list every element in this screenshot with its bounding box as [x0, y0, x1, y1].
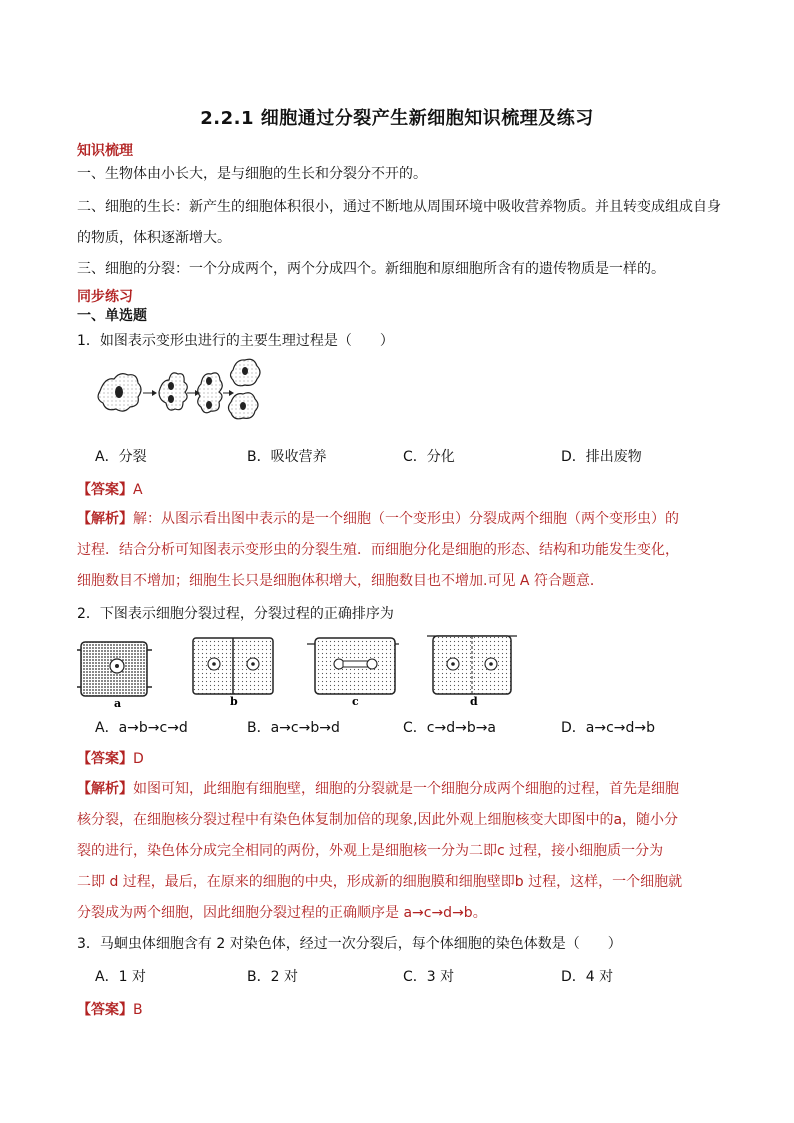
option-c[interactable]: C．c→d→b→a: [403, 720, 497, 736]
section-heading-practice: 同步练习: [77, 289, 133, 305]
explanation-line: 核分裂，在细胞核分裂过程中有染色体复制加倍的现象,因此外观上细胞核变大即图中的a，随小分: [77, 812, 679, 828]
option-d[interactable]: D．排出废物: [561, 449, 642, 465]
option-a[interactable]: A．a→b→c→d: [95, 720, 188, 736]
knowledge-point-1: 一、生物体由小长大，是与细胞的生长和分裂分不开的。: [77, 166, 427, 182]
explanation-line: 细胞数目不增加；细胞生长只是细胞体积增大，细胞数目也不增加.可见 A 符合题意．: [77, 573, 604, 589]
explanation-tag: 【解析】: [77, 511, 133, 527]
question-2-stem: 2．下图表示细胞分裂过程，分裂过程的正确排序为: [77, 606, 394, 622]
amoeba-division-figure: [95, 356, 265, 428]
option-b[interactable]: B．吸收营养: [247, 449, 327, 465]
option-a[interactable]: A．分裂: [95, 449, 147, 465]
question-1-answer: [77, 479, 143, 499]
answer-tag: 【答案】: [77, 751, 133, 767]
question-3-stem: 3．马蛔虫体细胞含有 2 对染色体，经过一次分裂后，每个体细胞的染色体数是（ ）: [77, 936, 622, 952]
option-c[interactable]: C．3 对: [403, 969, 455, 985]
question-3-answer: [77, 999, 143, 1019]
cell-division-figure: [77, 632, 517, 710]
knowledge-point-2-line2: 的物质，体积逐渐增大。: [77, 230, 231, 246]
knowledge-point-3: 三、细胞的分裂：一个分成两个，两个分成四个。新细胞和原细胞所含有的遗传物质是一样的。: [77, 261, 665, 277]
answer-value: A: [133, 482, 143, 498]
explanation-line: 如图可知，此细胞有细胞壁，细胞的分裂就是一个细胞分成两个细胞的过程，首先是细胞: [133, 781, 679, 797]
question-2-answer: [77, 748, 144, 768]
answer-value: D: [133, 751, 144, 767]
option-d[interactable]: D．4 对: [561, 969, 614, 985]
explanation-line: 分裂成为两个细胞，因此细胞分裂过程的正确顺序是 a→c→d→b。: [77, 905, 487, 921]
explanation-line: 过程．结合分析可知图表示变形虫的分裂生殖．而细胞分化是细胞的形态、结构和功能发生变化，: [77, 542, 679, 558]
option-b[interactable]: B．2 对: [247, 969, 298, 985]
figure-label-c: c: [352, 695, 359, 708]
section-heading-knowledge: 知识梳理: [77, 143, 133, 159]
section-subheading: 一、单选题: [77, 308, 147, 324]
option-a[interactable]: A．1 对: [95, 969, 146, 985]
explanation-line: 二即 d 过程，最后，在原来的细胞的中央，形成新的细胞膜和细胞壁即b 过程，这样，一个细胞就: [77, 874, 683, 890]
option-d[interactable]: D．a→c→d→b: [561, 720, 656, 736]
page-title: 2.2.1 细胞通过分裂产生新细胞知识梳理及练习: [200, 108, 594, 129]
knowledge-point-2-line1: 二、细胞的生长：新产生的细胞体积很小，通过不断地从周围环境中吸收营养物质。并且转变成组成自身: [77, 199, 721, 215]
figure-label-a: a: [114, 697, 122, 710]
figure-label-d: d: [470, 695, 478, 708]
question-1-stem: 1．如图表示变形虫进行的主要生理过程是（ ）: [77, 333, 394, 349]
explanation-line: 解：从图示看出图中表示的是一个细胞（一个变形虫）分裂成两个细胞（两个变形虫）的: [133, 511, 679, 527]
answer-value: B: [133, 1002, 143, 1018]
option-b[interactable]: B．a→c→b→d: [247, 720, 340, 736]
answer-tag: 【答案】: [77, 482, 133, 498]
figure-label-b: b: [230, 695, 238, 708]
option-c[interactable]: C．分化: [403, 449, 455, 465]
answer-tag: 【答案】: [77, 1002, 133, 1018]
explanation-line: 裂的进行，染色体分成完全相同的两份，外观上是细胞核一分为二即c 过程，接小细胞质一分为: [77, 843, 664, 859]
explanation-tag: 【解析】: [77, 781, 133, 797]
